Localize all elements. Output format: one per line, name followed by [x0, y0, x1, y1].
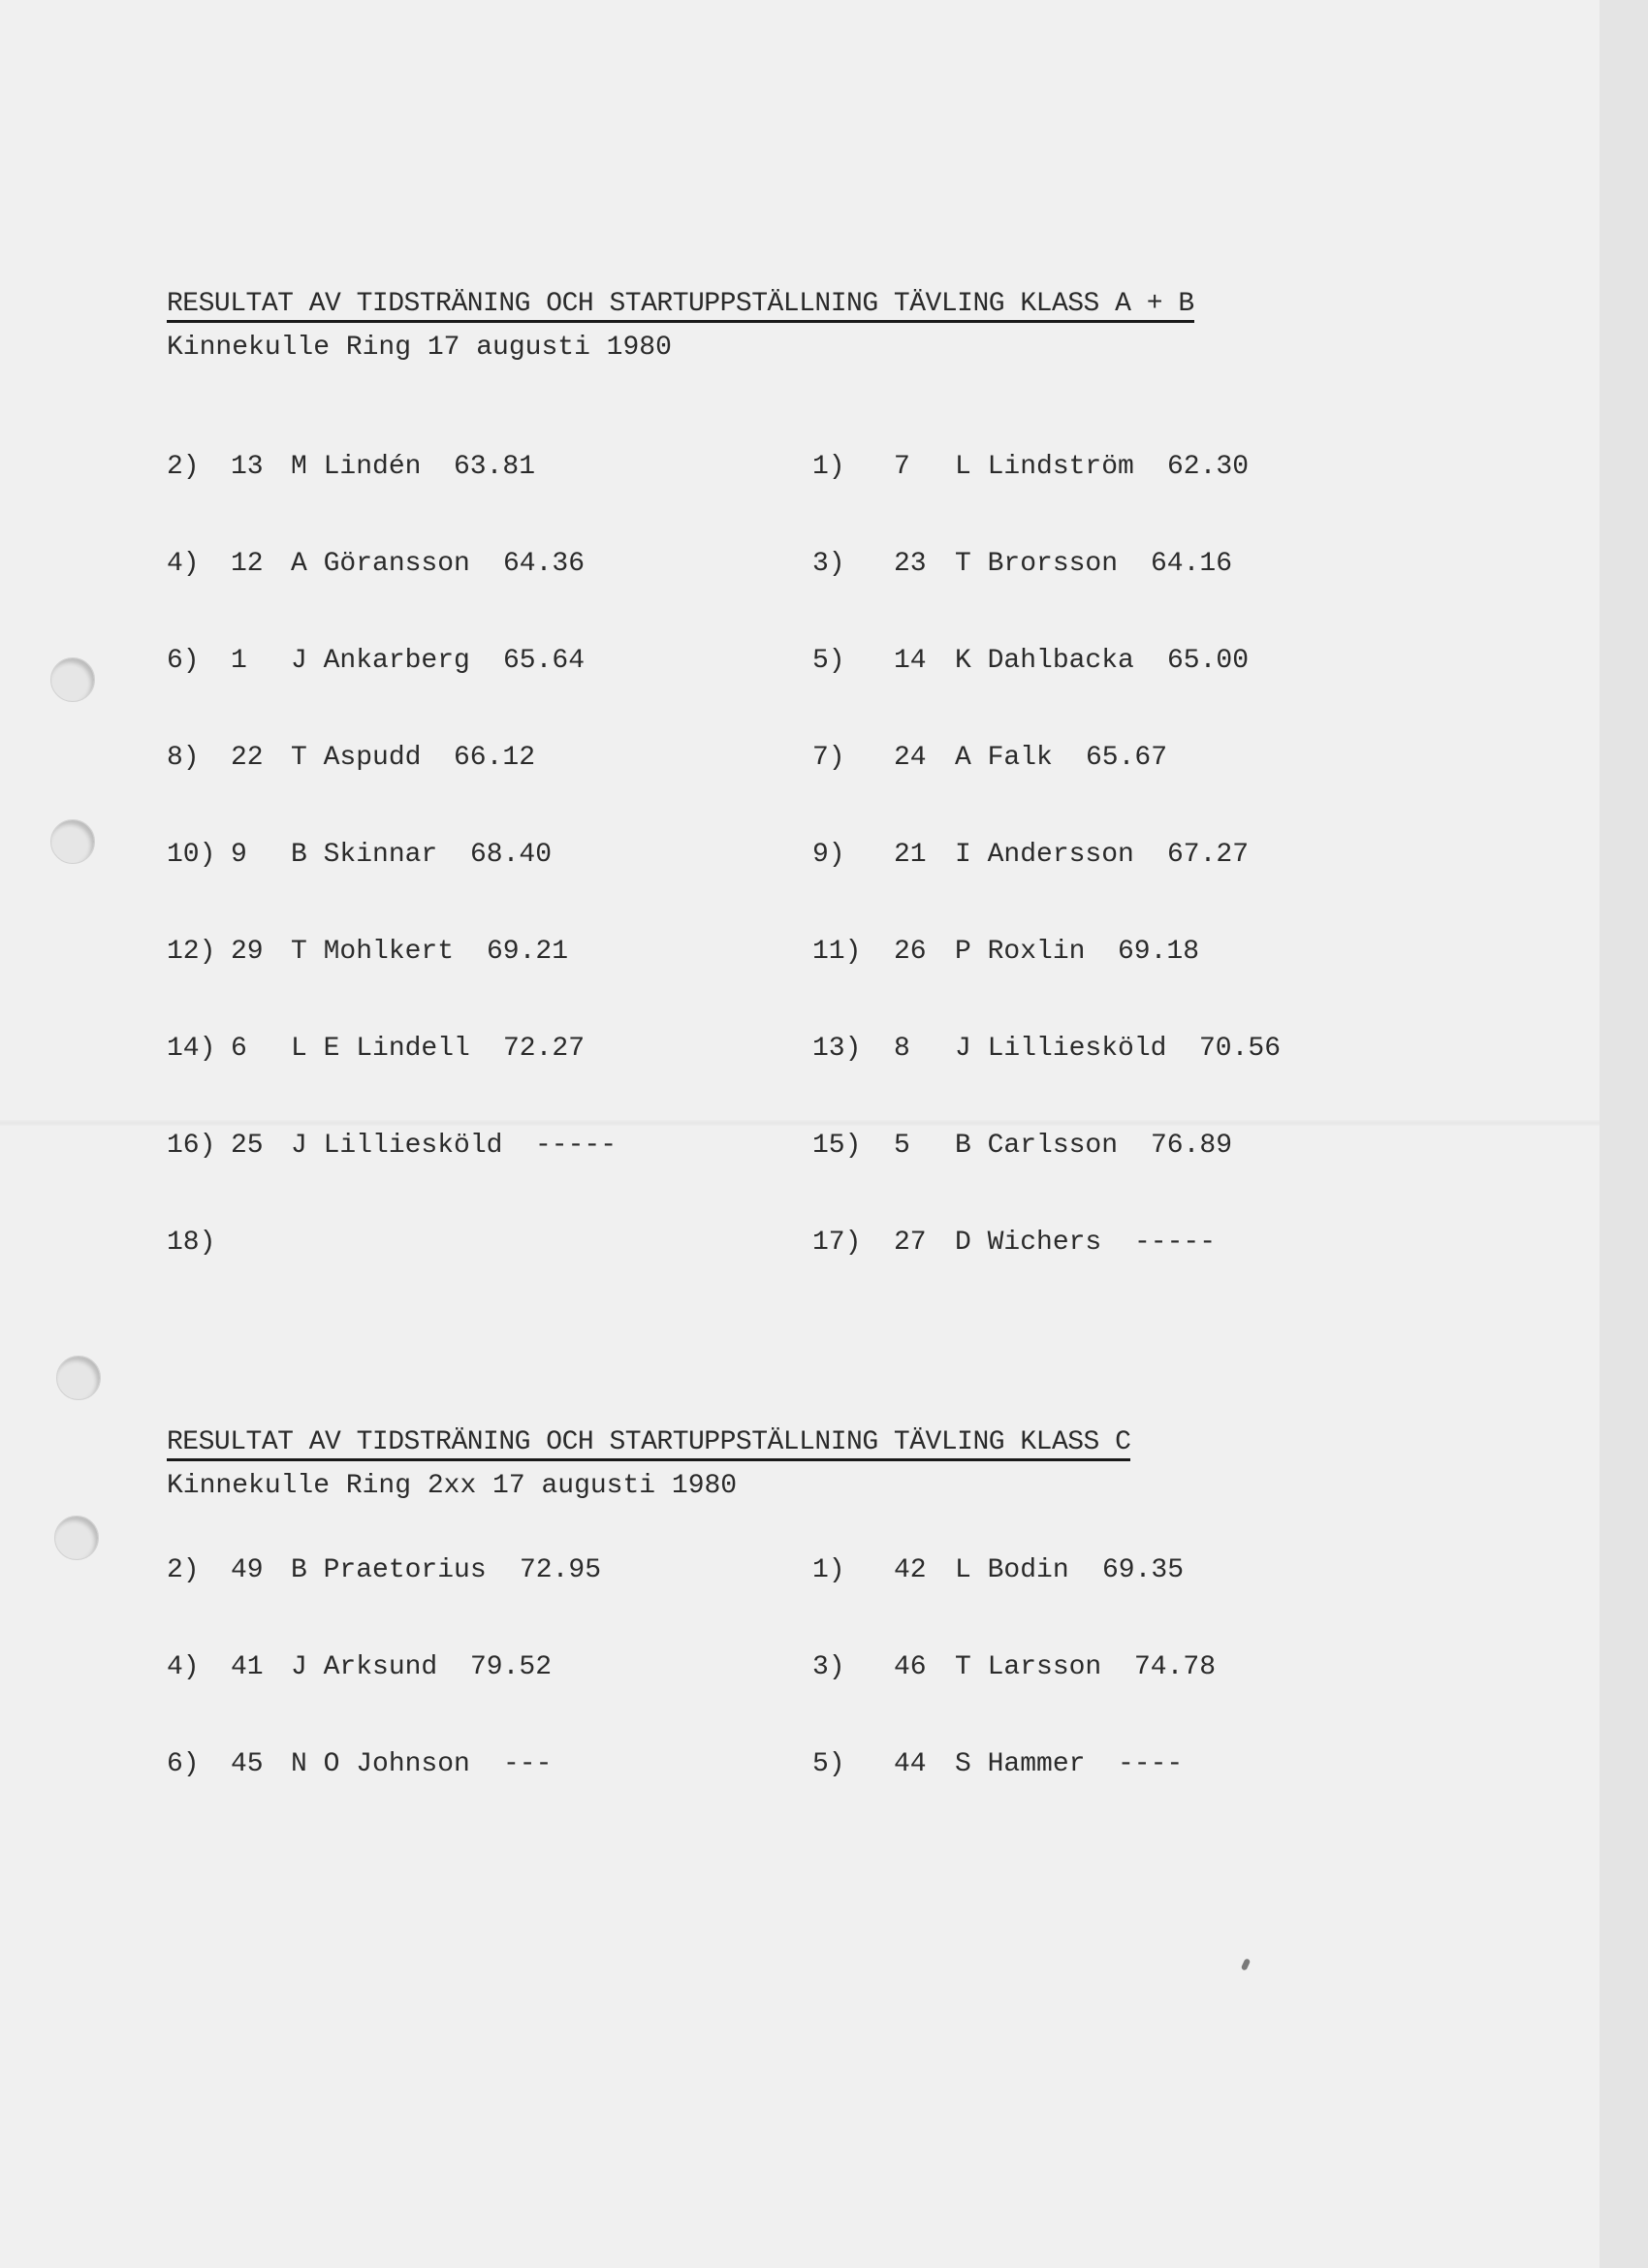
result-left-name: B Skinnar [291, 840, 438, 870]
result-right-num: 46 [894, 1652, 927, 1682]
result-left-name: T Mohlkert [291, 937, 455, 967]
result-right-time: 62.30 [1167, 452, 1250, 482]
result-right-time: 76.89 [1151, 1131, 1233, 1161]
result-right-time: 67.27 [1167, 840, 1250, 870]
result-left-name: L E Lindell [291, 1034, 470, 1064]
result-right-name: I Andersson [955, 840, 1134, 870]
result-right-pos: 17) [812, 1228, 862, 1258]
result-left-num: 13 [231, 452, 264, 482]
result-left-time: 65.64 [503, 646, 586, 676]
result-left-pos: 2) [167, 1555, 200, 1585]
result-left-time: 66.12 [454, 743, 536, 773]
result-right-time: 70.56 [1199, 1034, 1282, 1064]
result-right-pos: 11) [812, 937, 862, 967]
page-edge [1600, 0, 1648, 2268]
result-left-num: 29 [231, 937, 264, 967]
result-right-num: 8 [894, 1034, 910, 1064]
result-right-time: ----- [1134, 1228, 1217, 1258]
result-right-time: 65.67 [1086, 743, 1168, 773]
result-right-pos: 1) [812, 452, 845, 482]
result-right-name: J Lilliesköld [955, 1034, 1167, 1064]
result-left-time: 63.81 [454, 452, 536, 482]
result-left-pos: 6) [167, 1749, 200, 1779]
result-right-name: T Larsson [955, 1652, 1102, 1682]
heading-text: RESULTAT AV TIDSTRÄNING OCH STARTUPPSTÄLLNING TÄVLING KLASS A + B [167, 289, 1194, 319]
result-right-pos: 3) [812, 1652, 845, 1682]
result-left-pos: 16) [167, 1131, 216, 1161]
punch-hole [50, 819, 95, 864]
result-right-time: 69.35 [1102, 1555, 1185, 1585]
section-klass-ab [167, 285, 1194, 367]
result-left-time: ----- [535, 1131, 618, 1161]
result-right-time: 65.00 [1167, 646, 1250, 676]
result-left-name: J Ankarberg [291, 646, 470, 676]
result-right-num: 14 [894, 646, 927, 676]
punch-hole [56, 1356, 101, 1400]
result-left-num: 45 [231, 1749, 264, 1779]
result-left-pos: 8) [167, 743, 200, 773]
result-left-pos: 4) [167, 549, 200, 579]
result-left-time: 72.95 [520, 1555, 602, 1585]
result-left-num: 41 [231, 1652, 264, 1682]
result-left-num: 6 [231, 1034, 247, 1064]
result-left-num: 1 [231, 646, 247, 676]
result-left-pos: 14) [167, 1034, 216, 1064]
paper-fold [0, 1120, 1600, 1126]
result-right-time: ---- [1118, 1749, 1184, 1779]
result-left-time: 79.52 [470, 1652, 553, 1682]
result-right-pos: 1) [812, 1555, 845, 1585]
result-right-name: K Dahlbacka [955, 646, 1134, 676]
result-right-num: 7 [894, 452, 910, 482]
result-left-num: 49 [231, 1555, 264, 1585]
section-subheading: Kinnekulle Ring 17 augusti 1980 [167, 333, 672, 363]
result-right-pos: 13) [812, 1034, 862, 1064]
section-heading [167, 1423, 1130, 1461]
result-right-num: 5 [894, 1131, 910, 1161]
result-left-time: 69.21 [487, 937, 569, 967]
result-right-time: 64.16 [1151, 549, 1233, 579]
result-right-num: 27 [894, 1228, 927, 1258]
result-right-time: 69.18 [1118, 937, 1200, 967]
result-right-pos: 15) [812, 1131, 862, 1161]
result-left-pos: 2) [167, 452, 200, 482]
result-left-time: 64.36 [503, 549, 586, 579]
result-left-name: J Arksund [291, 1652, 438, 1682]
punch-hole [50, 657, 95, 702]
section-heading [167, 285, 1194, 323]
section-subheading: Kinnekulle Ring 2xx 17 augusti 1980 [167, 1471, 738, 1501]
section-klass-c [167, 1423, 1130, 1506]
result-left-name: B Praetorius [291, 1555, 487, 1585]
result-right-pos: 7) [812, 743, 845, 773]
result-right-pos: 5) [812, 1749, 845, 1779]
result-right-num: 23 [894, 549, 927, 579]
result-right-pos: 9) [812, 840, 845, 870]
result-left-num: 12 [231, 549, 264, 579]
result-left-num: 25 [231, 1131, 264, 1161]
result-right-name: L Lindström [955, 452, 1134, 482]
result-left-name: N O Johnson [291, 1749, 470, 1779]
result-right-pos: 5) [812, 646, 845, 676]
punch-hole [54, 1516, 99, 1560]
result-left-time: --- [503, 1749, 553, 1779]
result-left-name: T Aspudd [291, 743, 422, 773]
heading-underline [167, 1458, 1130, 1461]
result-left-pos: 4) [167, 1652, 200, 1682]
result-left-pos: 12) [167, 937, 216, 967]
result-left-pos: 10) [167, 840, 216, 870]
result-right-name: D Wichers [955, 1228, 1102, 1258]
result-right-num: 21 [894, 840, 927, 870]
result-right-name: S Hammer [955, 1749, 1086, 1779]
result-left-name: M Lindén [291, 452, 422, 482]
heading-underline [167, 320, 1194, 323]
result-left-name: J Lilliesköld [291, 1131, 503, 1161]
result-right-time: 74.78 [1134, 1652, 1217, 1682]
result-left-pos: 18) [167, 1228, 216, 1258]
result-left-time: 72.27 [503, 1034, 586, 1064]
heading-text: RESULTAT AV TIDSTRÄNING OCH STARTUPPSTÄLLNING TÄVLING KLASS C [167, 1427, 1131, 1457]
result-right-name: B Carlsson [955, 1131, 1119, 1161]
result-left-name: A Göransson [291, 549, 470, 579]
result-right-pos: 3) [812, 549, 845, 579]
result-right-num: 42 [894, 1555, 927, 1585]
result-right-name: L Bodin [955, 1555, 1069, 1585]
result-right-num: 26 [894, 937, 927, 967]
result-left-pos: 6) [167, 646, 200, 676]
result-left-num: 22 [231, 743, 264, 773]
result-right-num: 24 [894, 743, 927, 773]
result-right-num: 44 [894, 1749, 927, 1779]
result-left-time: 68.40 [470, 840, 553, 870]
result-right-name: T Brorsson [955, 549, 1119, 579]
result-right-name: P Roxlin [955, 937, 1086, 967]
result-right-name: A Falk [955, 743, 1053, 773]
result-left-num: 9 [231, 840, 247, 870]
